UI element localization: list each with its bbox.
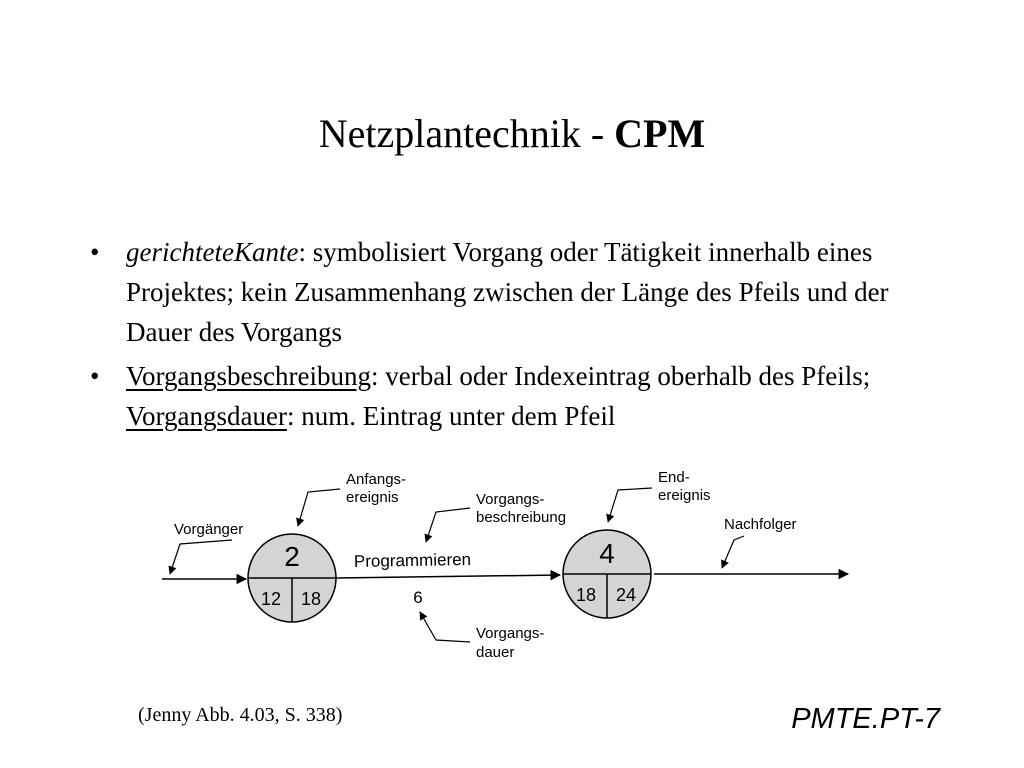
callout-predecessor — [170, 540, 232, 574]
node-start-id: 2 — [284, 541, 300, 572]
node-end — [563, 530, 651, 618]
activity-duration: 6 — [413, 588, 423, 607]
node-start-early: 12 — [260, 589, 282, 609]
callout-activity-desc — [426, 508, 470, 542]
node-start-late: 18 — [300, 589, 322, 609]
label-predecessor: Vorgänger — [174, 521, 244, 538]
term-directed-edge: gerichteteKante — [126, 237, 299, 267]
callout-start-event — [298, 489, 340, 526]
label-start-event-1: Anfangs- — [346, 471, 407, 488]
bullet-text: : symbolisiert Vorgang oder Tätigkeit innerhalb eines Projektes; kein Zusammenhang zwischen der Länge des Pfeils und der Dauer des Vorgangs — [126, 237, 889, 347]
slide-footer: PMTE.PT-7 — [791, 703, 940, 735]
activity-arrow — [336, 575, 560, 578]
node-end-late: 24 — [615, 585, 637, 605]
node-start — [248, 534, 336, 622]
title-text: Netzplantechnik - — [318, 111, 615, 156]
label-duration-1: Vorgangs- — [476, 625, 545, 642]
bullet-text: : verbal oder Indexeintrag oberhalb des Pfeils; — [370, 361, 871, 391]
bullet-dot: • — [90, 237, 100, 267]
node-end-id: 4 — [599, 538, 615, 569]
label-activity-desc-1: Vorgangs- — [476, 491, 545, 508]
callout-end-event — [608, 488, 652, 522]
node-end-early: 18 — [575, 585, 597, 605]
term-activity-duration: Vorgangsdauer — [126, 401, 287, 431]
slide-title — [0, 108, 1024, 160]
bullet-item-directed-edge — [90, 232, 940, 352]
title-bold-text: CPM — [614, 111, 706, 156]
label-activity-desc-2: beschreibung — [476, 509, 567, 526]
figure-caption: (Jenny Abb. 4.03, S. 338) — [138, 704, 343, 726]
label-end-event-2: ereignis — [658, 487, 711, 504]
label-duration-2: dauer — [476, 644, 515, 661]
callout-successor — [722, 536, 744, 568]
label-end-event-1: End- — [658, 469, 690, 486]
bullet-text: : num. Eintrag unter dem Pfeil — [286, 401, 616, 431]
bullet-item-activity-description — [90, 356, 940, 436]
bullet-list — [90, 232, 940, 440]
activity-label: Programmieren — [353, 549, 472, 571]
term-activity-description: Vorgangsbeschreibung — [126, 361, 371, 391]
callout-duration — [420, 612, 470, 642]
bullet-dot: • — [90, 361, 100, 391]
cpm-diagram — [140, 462, 860, 672]
label-successor: Nachfolger — [724, 516, 797, 533]
label-start-event-2: ereignis — [346, 489, 399, 506]
